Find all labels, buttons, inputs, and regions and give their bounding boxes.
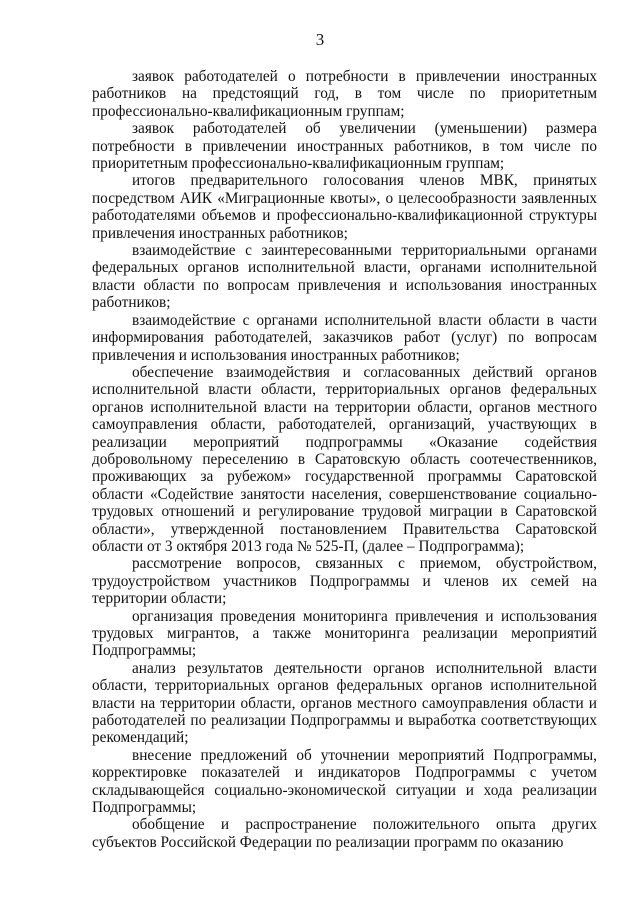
paragraph-4: взаимодействие с заинтересованными территориальными органами федеральных органов исполнительной власти, органами исполнительной власти области по вопросам привлечения и использования иностранных работников;	[92, 242, 597, 312]
page-number: 3	[315, 30, 325, 49]
paragraph-1: заявок работодателей о потребности в привлечении иностранных работников на предстоящий год, в том числе по приоритетным профессионально-квалификационным группам;	[92, 68, 597, 120]
paragraph-3: итогов предварительного голосования членов МВК, принятых посредством АИК «Миграционные квоты», о целесообразности заявленных работодателями объемов и профессионально-квалификационной структуры привлечения иностранных работников;	[92, 172, 597, 242]
document-body	[92, 68, 597, 851]
paragraph-11: обобщение и распространение положительного опыта других субъектов Российской Федерации по реализации программ по оказанию	[92, 816, 597, 851]
paragraph-6: обеспечение взаимодействия и согласованных действий органов исполнительной власти области, территориальных органов федеральных органов исполнительной власти на территории области, органов местного самоуправления области, работодателей, организаций, участвующих в реализации мероприятий подпрограммы «Оказание содействия добровольному переселению в Саратовскую область соотечественников, проживающих за рубежом» государственной программы Саратовской области «Содействие занятости населения, совершенствование социально-трудовых отношений и регулирование трудовой миграции в Саратовской области», утвержденной постановлением Правительства Саратовской области от 3 октября 2013 года № 525-П, (далее – Подпрограмма);	[92, 363, 597, 555]
paragraph-10: внесение предложений об уточнении мероприятий Подпрограммы, корректировке показателей и индикаторов Подпрограммы с учетом складывающейся социально-экономической ситуации и хода реализации Подпрограммы;	[92, 746, 597, 817]
paragraph-5: взаимодействие с органами исполнительной власти области в части информирования работодателей, заказчиков работ (услуг) по вопросам привлечения и использования иностранных работников;	[92, 311, 597, 364]
paragraph-7: рассмотрение вопросов, связанных с приемом, обустройством, трудоустройством участников Подпрограммы и членов их семей на территории области;	[92, 555, 597, 608]
paragraph-9: анализ результатов деятельности органов исполнительной власти области, территориальных органов федеральных органов исполнительной власти на территории области, органов местного самоуправления области и работодателей по реализации Подпрограммы и выработка соответствующих рекомендаций;	[92, 659, 597, 747]
paragraph-2: заявок работодателей об увеличении (уменьшении) размера потребности в привлечении иностранных работников, в том числе по приоритетным профессионально-квалификационным группам;	[92, 120, 597, 173]
paragraph-8: организация проведения мониторинга привлечения и использования трудовых мигрантов, а также мониторинга реализации мероприятий Подпрограммы;	[92, 607, 597, 660]
